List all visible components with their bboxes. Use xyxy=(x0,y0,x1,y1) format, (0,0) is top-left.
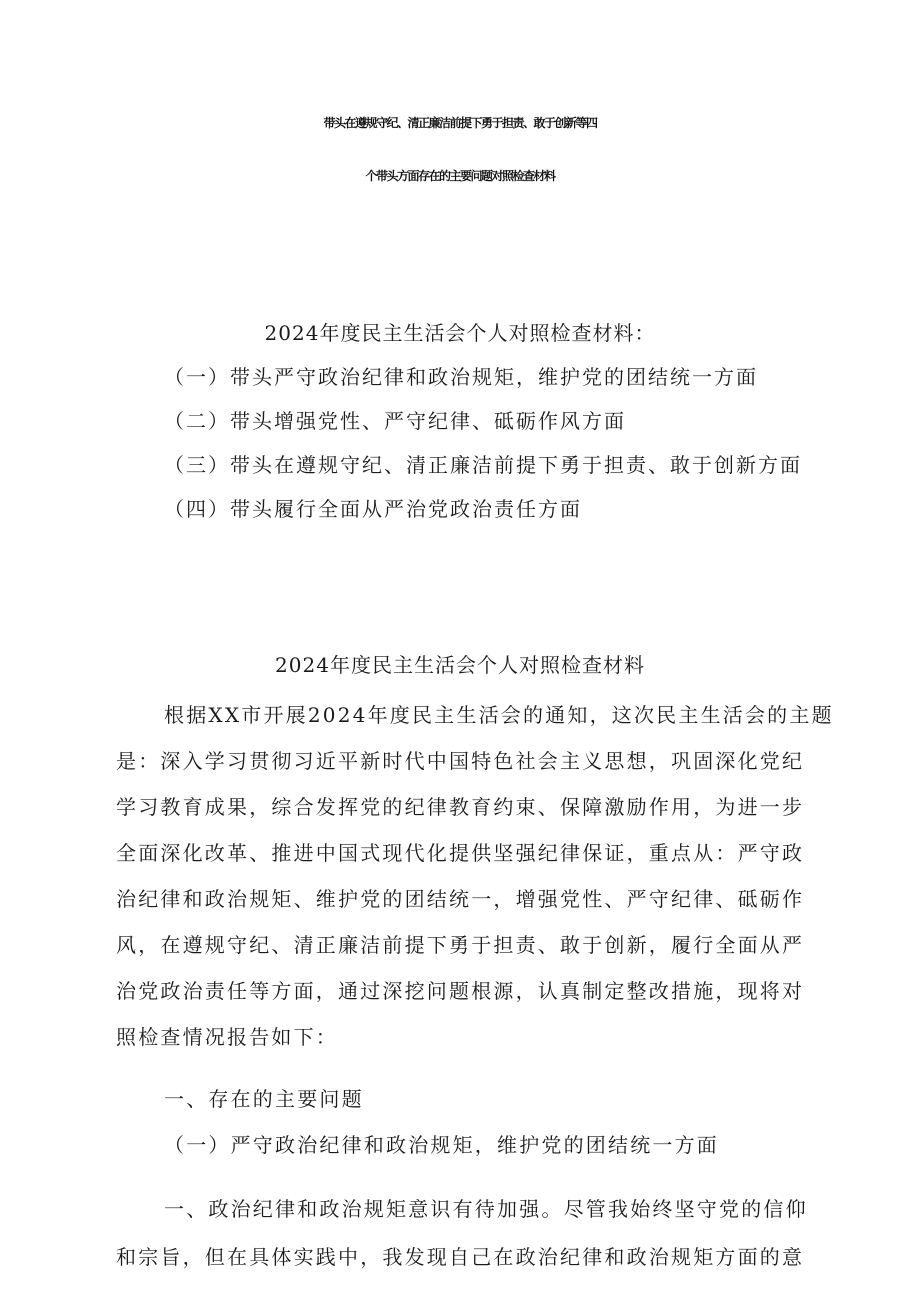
toc-heading: 2024年度民主生活会个人对照检查材料： xyxy=(264,321,656,345)
paragraph-1-line: 治党政治责任等方面，通过深挖问题根源，认真制定整改措施，现将对 xyxy=(116,979,805,1003)
section-heading: 2024年度民主生活会个人对照检查材料 xyxy=(275,653,645,677)
paragraph-1-line: 是：深入学习贯彻习近平新时代中国特色社会主义思想，巩固深化党纪 xyxy=(116,749,805,773)
paragraph-2-line: 和宗旨，但在具体实践中，我发现自己在政治纪律和政治规矩方面的意 xyxy=(116,1245,805,1269)
toc-item-2: （二）带头增强党性、严守纪律、砥砺作风方面 xyxy=(164,409,626,433)
paragraph-1-line: 照检查情况报告如下： xyxy=(116,1025,338,1049)
section-1-heading: 一、存在的主要问题 xyxy=(164,1087,364,1111)
paragraph-1-line: 全面深化改革、推进中国式现代化提供坚强纪律保证，重点从：严守政 xyxy=(116,841,805,865)
toc-item-3: （三）带头在遵规守纪、清正廉洁前提下勇于担责、敢于创新方面 xyxy=(164,453,802,477)
toc-item-4: （四）带头履行全面从严治党政治责任方面 xyxy=(164,497,582,521)
paragraph-1-line: 治纪律和政治规矩、维护党的团结统一，增强党性、严守纪律、砥砺作 xyxy=(116,887,805,911)
toc-item-1: （一）带头严守政治纪律和政治规矩，维护党的团结统一方面 xyxy=(164,365,758,389)
document-title-line-1: 带头在遵规守纪、清正廉洁前提下勇于担责、敢于创新等四 xyxy=(323,116,597,130)
paragraph-1-line: 风，在遵规守纪、清正廉洁前提下勇于担责、敢于创新，履行全面从严 xyxy=(116,933,805,957)
paragraph-2-line: 一、政治纪律和政治规矩意识有待加强。尽管我始终坚守党的信仰 xyxy=(164,1197,808,1221)
paragraph-1-line: 学习教育成果，综合发挥党的纪律教育约束、保障激励作用，为进一步 xyxy=(116,795,805,819)
subsection-1-heading: （一）严守政治纪律和政治规矩，维护党的团结统一方面 xyxy=(164,1133,719,1157)
paragraph-1-line: 根据XX市开展2024年度民主生活会的通知，这次民主生活会的主题 xyxy=(164,703,834,727)
document-title-line-2: 个带头方面存在的主要问题对照检查材料 xyxy=(365,169,555,183)
